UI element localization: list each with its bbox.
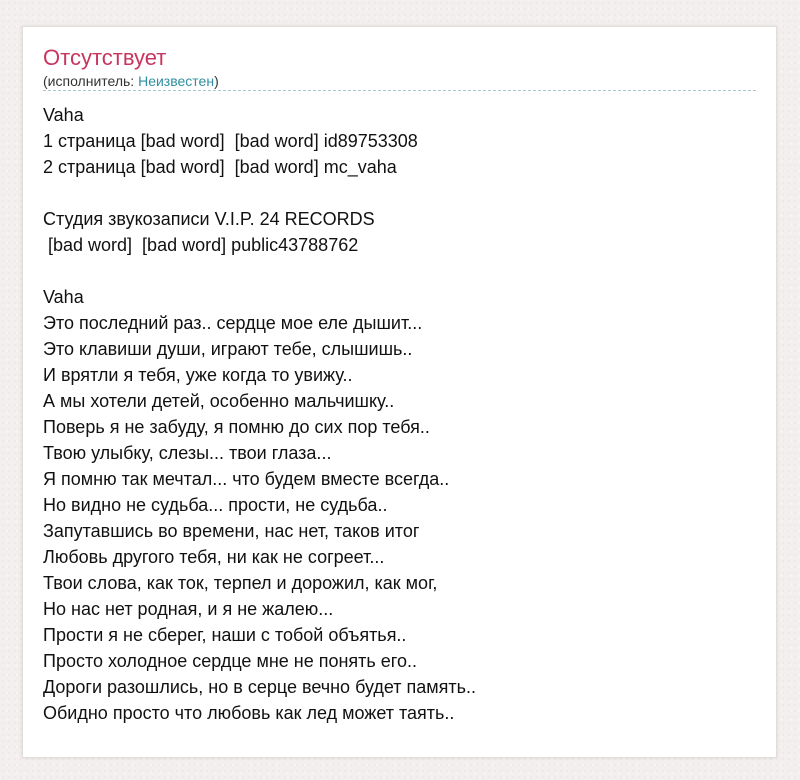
artist-prefix: (исполнитель: (43, 73, 139, 89)
lyric-line: Твою улыбку, слезы... твои глаза... (43, 443, 332, 463)
lyric-line: Студия звукозаписи V.I.P. 24 RECORDS (43, 209, 375, 229)
lyric-line: 2 страница [bad word] [bad word] mc_vaha (43, 157, 397, 177)
lyric-line: Просто холодное сердце мне не понять его.. (43, 651, 417, 671)
lyric-line: Это последний раз.. сердце мое еле дышит... (43, 313, 423, 333)
lyric-blank-line (43, 258, 756, 284)
artist-line (43, 72, 756, 90)
lyric-line: Поверь я не забуду, я помню до сих пор тебя.. (43, 417, 430, 437)
lyric-line: Обидно просто что любовь как лед может таять.. (43, 703, 455, 723)
lyric-line: Это клавиши души, играют тебе, слышишь.. (43, 339, 413, 359)
lyric-line: Дороги разошлись, но в серце вечно будет память.. (43, 677, 477, 697)
lyric-line: Но нас нет родная, и я не жалею... (43, 599, 334, 619)
lyrics-card (22, 26, 777, 758)
lyric-blank-line (43, 180, 756, 206)
lyric-line: 1 страница [bad word] [bad word] id89753308 (43, 131, 418, 151)
lyric-line: Запутавшись во времени, нас нет, таков итог (43, 521, 420, 541)
lyric-line: И врятли я тебя, уже когда то увижу.. (43, 365, 353, 385)
lyric-line: Прости я не сберег, наши с тобой объятья.. (43, 625, 407, 645)
lyric-line: Я помню так мечтал... что будем вместе всегда.. (43, 469, 450, 489)
header-divider (43, 90, 756, 91)
lyric-line: Vaha (43, 287, 84, 307)
lyric-line: Vaha (43, 105, 84, 125)
song-title: Отсутствует (43, 45, 167, 70)
artist-suffix: ) (214, 73, 219, 89)
lyric-line: Любовь другого тебя, ни как не согреет... (43, 547, 385, 567)
lyric-line: Твои слова, как ток, терпел и дорожил, как мог, (43, 573, 438, 593)
lyrics-text (43, 102, 756, 726)
artist-link[interactable]: Неизвестен (138, 73, 215, 89)
lyric-line: А мы хотели детей, особенно мальчишку.. (43, 391, 395, 411)
lyric-line: Но видно не судьба... прости, не судьба.. (43, 495, 388, 515)
lyric-line: [bad word] [bad word] public43788762 (43, 235, 359, 255)
